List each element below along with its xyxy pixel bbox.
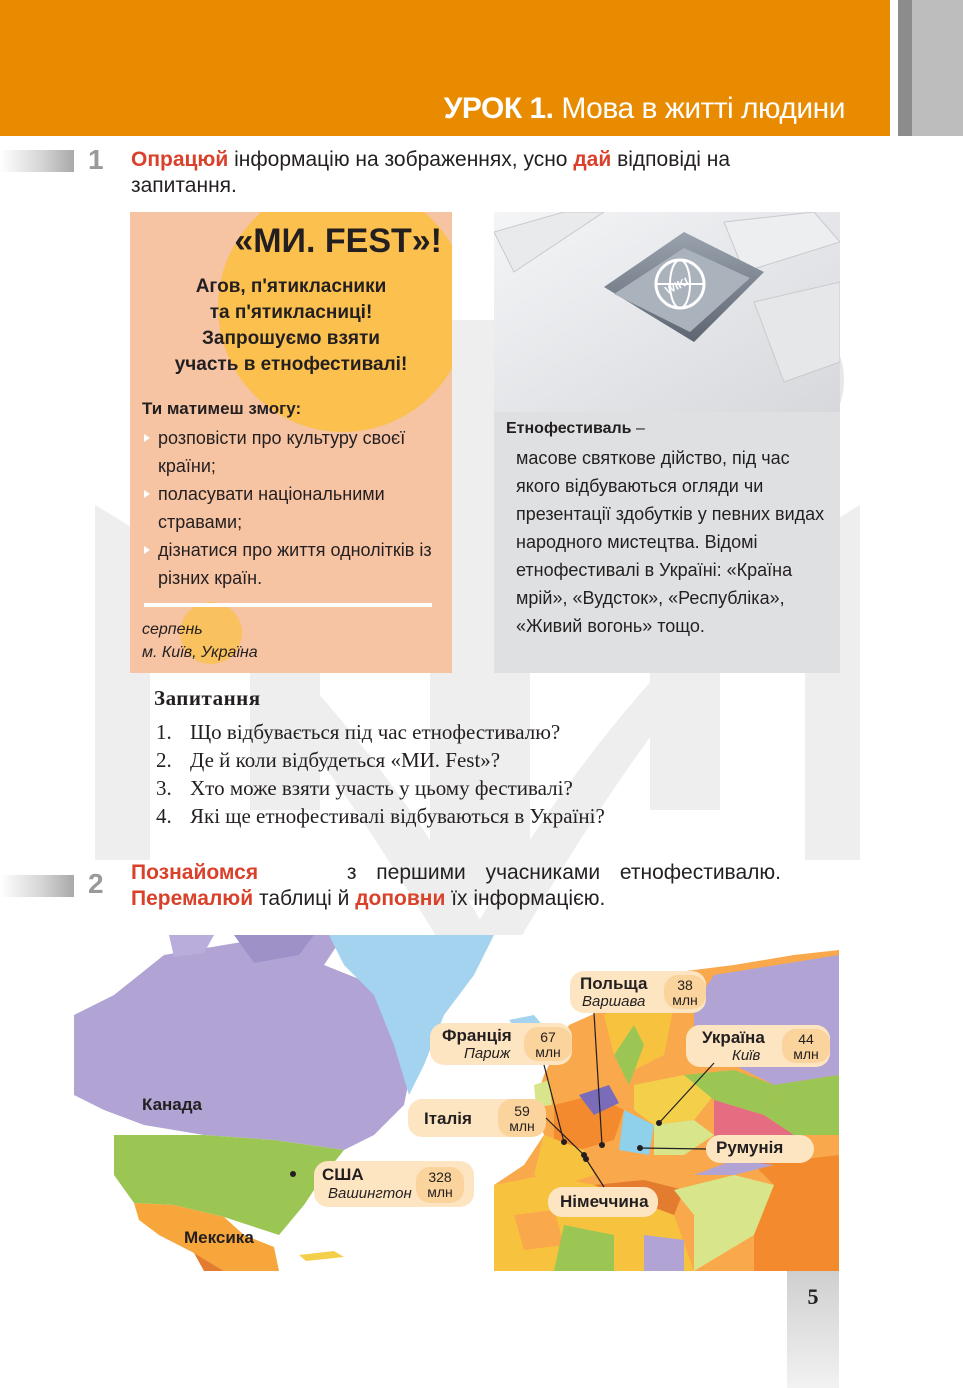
country-label-romania: Румунія (716, 1138, 784, 1157)
questions-list (156, 718, 605, 830)
country-name: Україна (702, 1028, 765, 1047)
definition-text: масове святкове дійство, під час якого відбуваються огляди чи презентації здобутків у певних видах народного мистецтва. Відомі етнофестивалі в Україні: «Країна мрій», «Вудсток», «Республіка», «Живий вогонь» тощо. (516, 448, 825, 636)
poster-subtitle: Ти матимеш змогу: (142, 399, 302, 418)
poster-invitation: Агов, п'ятикласники та п'ятикласниці! Запрошуємо взяти участь в етнофестивалі! (174, 276, 408, 375)
list-item: розповісти про культуру своєї країни; (142, 424, 447, 480)
poster-divider (144, 603, 432, 607)
population-value: 328 млн (427, 1169, 453, 1200)
list-item: 1. Що відбувається під час етнофестивалю? (156, 720, 561, 744)
leader-lines (74, 935, 839, 1271)
task-number: 1 (88, 144, 104, 175)
capital-name: Вашингтон (328, 1185, 412, 1202)
questions-title: Запитання (154, 686, 261, 710)
list-item: 3. Хто може взяти участь у цьому фестивалі? (156, 776, 573, 800)
capital-name: Париж (464, 1045, 511, 1062)
capital-name: Варшава (582, 993, 646, 1010)
poster-date-place: серпень м. Київ, Україна (142, 621, 258, 661)
poster-title: «МИ. FEST»! (234, 222, 442, 260)
poster-list (142, 424, 447, 592)
task-marker-bar (0, 150, 74, 172)
definition-term: Етнофестиваль – (506, 420, 645, 437)
task-instruction: Опрацюй інформацію на зображеннях, усно дай відповіді на запитання. (131, 148, 731, 197)
header-side-bar-inner (912, 0, 963, 136)
lesson-title: УРОК 1. Мова в житті людини (443, 92, 845, 125)
population-value: 44 млн (793, 1031, 819, 1062)
country-label-canada: Канада (142, 1095, 203, 1114)
population-value: 59 млн (509, 1103, 535, 1134)
country-label-mexico: Мексика (184, 1228, 254, 1247)
wiki-key-label: WIKI (663, 275, 691, 298)
task-number: 2 (88, 868, 104, 899)
list-item: 4. Які ще етнофестивалі відбуваються в Україні? (156, 804, 605, 828)
festival-poster (130, 212, 452, 673)
world-map (74, 935, 839, 1271)
list-item: поласувати національними стравами; (142, 480, 447, 536)
page-number: 5 (807, 1284, 819, 1309)
task-marker-bar (0, 875, 74, 897)
list-item: 2. Де й коли відбудеться «МИ. Fest»? (156, 748, 501, 772)
country-name: США (322, 1165, 364, 1184)
capital-name: Київ (732, 1047, 761, 1064)
country-name: Польща (580, 974, 648, 993)
country-label-germany: Німеччина (560, 1192, 649, 1211)
wiki-keyboard-image (494, 212, 840, 412)
population-value: 67 млн (535, 1029, 561, 1060)
country-name: Італія (424, 1109, 472, 1128)
task-instruction: Познайомся з першими учасниками етнофестивалю. Перемалюй таблиці й доповни їх інформацією. (131, 861, 781, 910)
country-name: Франція (442, 1026, 512, 1045)
definition-card (494, 212, 840, 673)
population-value: 38 млн (672, 977, 698, 1008)
list-item: дізнатися про життя однолітків із різних країн. (142, 536, 447, 592)
